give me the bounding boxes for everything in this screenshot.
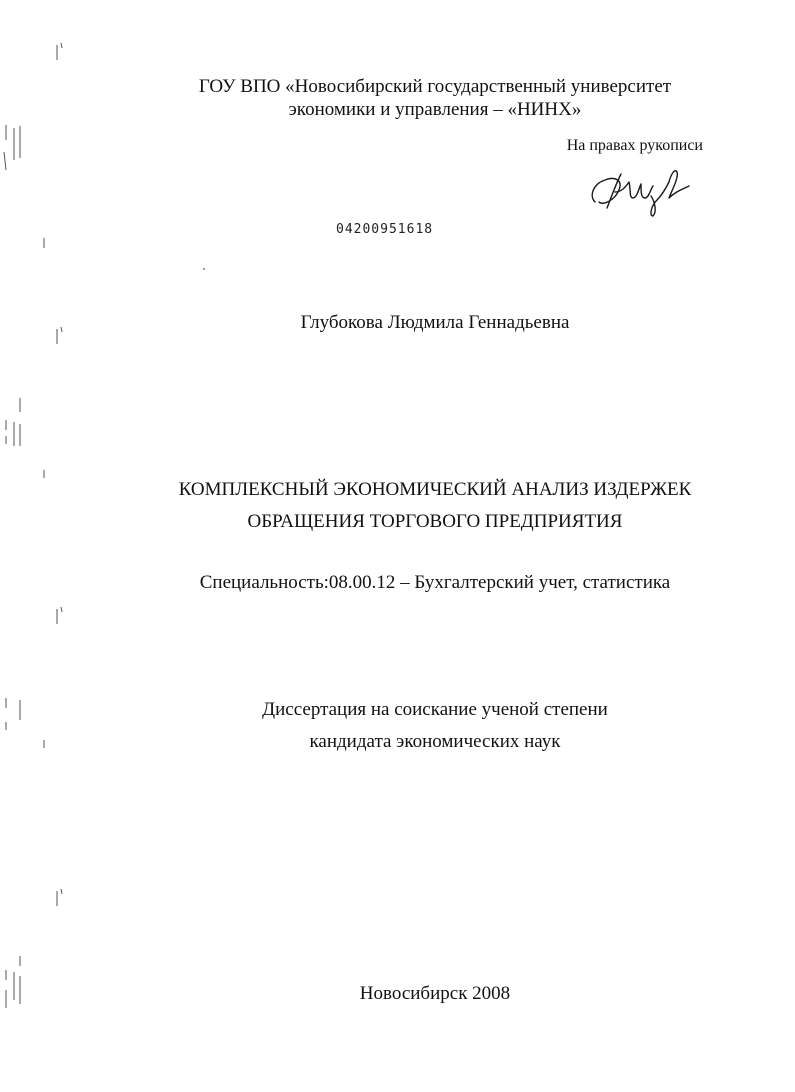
scan-speck <box>203 268 205 270</box>
manuscript-note: На правах рукописи <box>566 137 703 154</box>
institution-line-2: экономики и управления – «НИНХ» <box>288 99 582 120</box>
barcode-number: 04200951618 <box>336 222 434 237</box>
scan-margin-marks <box>0 0 70 1092</box>
handwritten-signature <box>585 162 697 218</box>
thesis-title-line-2: ОБРАЩЕНИЯ ТОРГОВОГО ПРЕДПРИЯТИЯ <box>247 511 623 532</box>
thesis-title-line-1: КОМПЛЕКСНЫЙ ЭКОНОМИЧЕСКИЙ АНАЛИЗ ИЗДЕРЖЕК <box>178 479 692 500</box>
institution-line-1: ГОУ ВПО «Новосибирский государственный университет <box>198 76 672 97</box>
author-name: Глубокова Людмила Геннадьевна <box>300 312 570 333</box>
city-year: Новосибирск 2008 <box>359 983 511 1004</box>
specialty: Специальность:08.00.12 – Бухгалтерский учет, статистика <box>199 572 671 593</box>
dissertation-line-2: кандидата экономических наук <box>309 731 561 752</box>
dissertation-line-1: Диссертация на соискание ученой степени <box>262 699 608 720</box>
